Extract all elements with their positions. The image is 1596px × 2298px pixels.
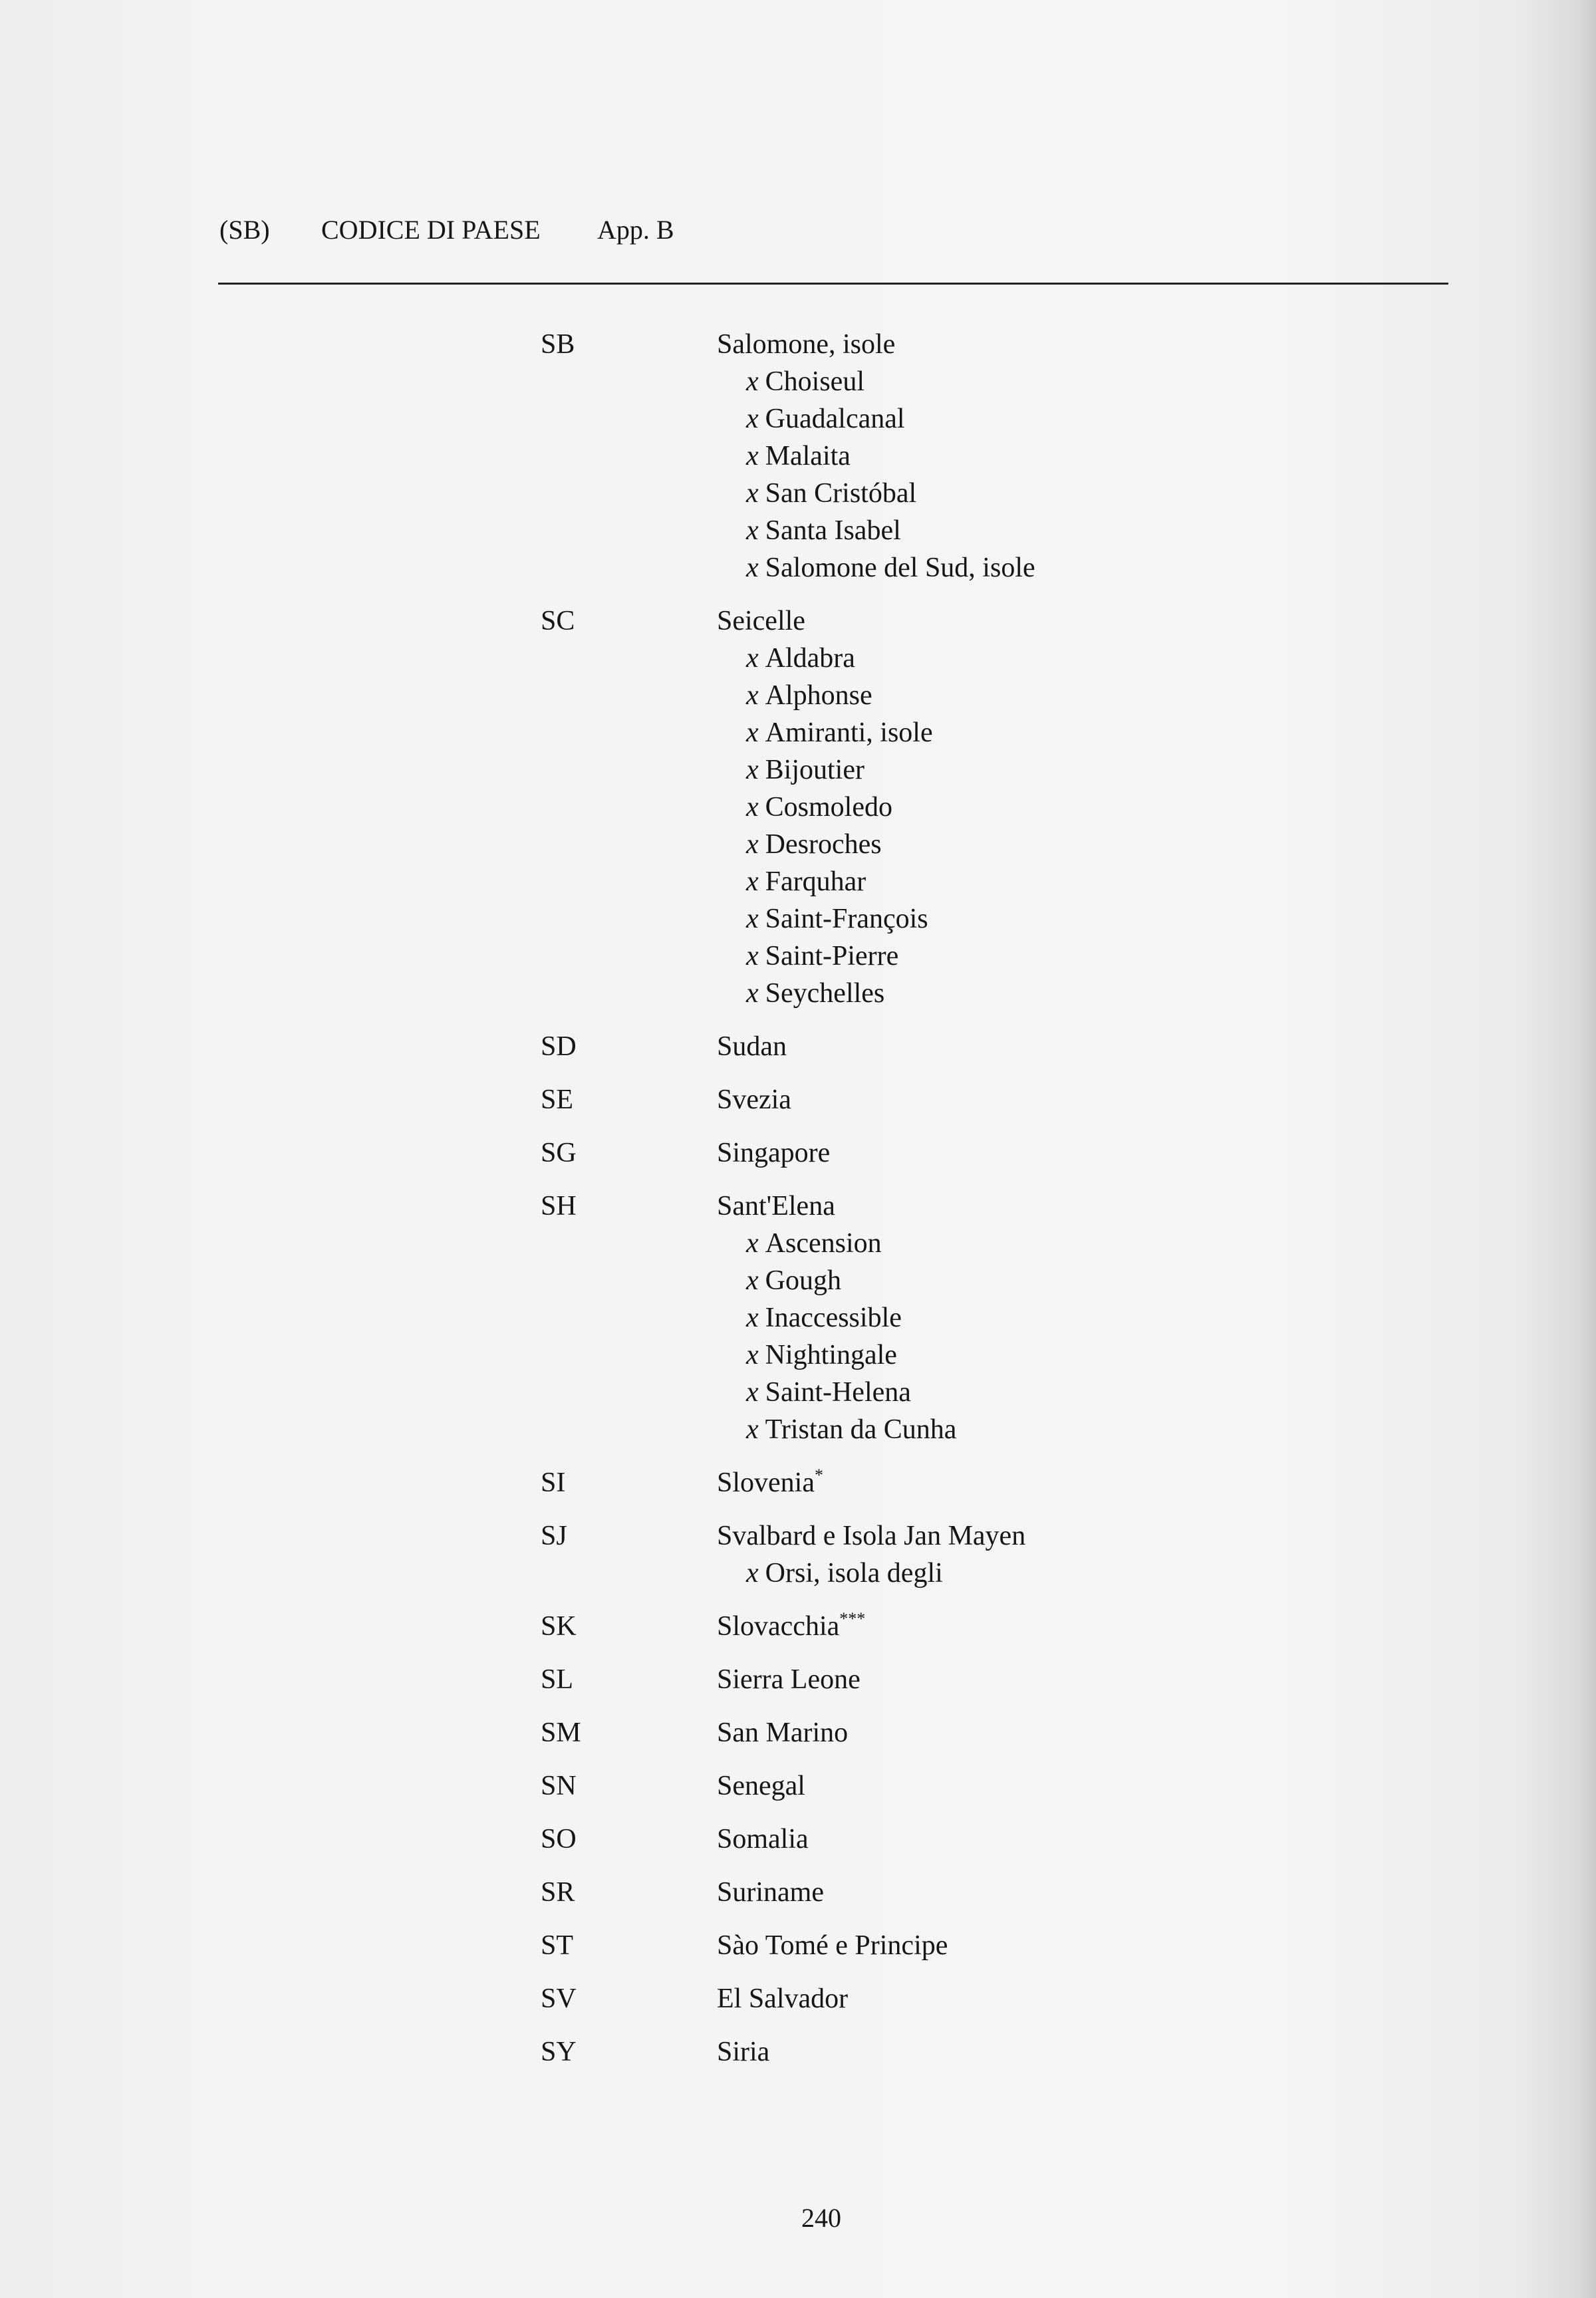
country-names — [717, 1517, 1596, 1592]
country-code: SG — [541, 1138, 577, 1168]
see-from-reference — [717, 1374, 1596, 1411]
country-entry — [0, 1767, 1596, 1805]
country-code: SY — [541, 2037, 577, 2067]
country-name-text: Salomone, isole — [717, 329, 896, 360]
country-code: SM — [541, 1718, 581, 1748]
see-from-reference — [717, 512, 1596, 549]
country-code: SN — [541, 1771, 577, 1801]
country-code: SI — [541, 1468, 566, 1498]
see-from-reference — [717, 1411, 1596, 1448]
country-name — [717, 1134, 1596, 1172]
reference-name: Santa Isabel — [765, 515, 901, 546]
country-name — [717, 1028, 1596, 1065]
country-entry — [0, 1608, 1596, 1645]
country-code: SD — [541, 1031, 577, 1062]
country-name — [717, 2033, 1596, 2071]
reference-prefix: x — [746, 1377, 759, 1408]
see-from-reference — [717, 1225, 1596, 1262]
country-code: SV — [541, 1983, 577, 2014]
country-code-list — [0, 326, 1596, 2087]
reference-prefix: x — [746, 553, 759, 583]
country-name-text: Somalia — [717, 1824, 809, 1854]
reference-prefix: x — [746, 941, 759, 971]
country-names — [717, 326, 1596, 586]
country-entry — [0, 1927, 1596, 1964]
country-name — [717, 1661, 1596, 1698]
country-name — [717, 1821, 1596, 1858]
country-names — [717, 1028, 1596, 1065]
reference-name: Inaccessible — [765, 1303, 902, 1333]
country-name — [717, 1927, 1596, 1964]
reference-name: Farquhar — [765, 866, 866, 897]
country-name — [717, 1874, 1596, 1911]
country-entry — [0, 1874, 1596, 1911]
country-name-text: Singapore — [717, 1138, 831, 1168]
see-from-reference — [717, 1555, 1596, 1592]
footnote-mark: *** — [839, 1609, 866, 1628]
country-name — [717, 1608, 1596, 1645]
reference-name: Aldabra — [765, 643, 855, 674]
country-entry — [0, 602, 1596, 1012]
reference-prefix: x — [746, 866, 759, 897]
see-from-reference — [717, 863, 1596, 900]
reference-prefix: x — [746, 366, 759, 397]
reference-name: Malaita — [765, 441, 851, 471]
reference-prefix: x — [746, 478, 759, 509]
reference-name: Nightingale — [765, 1340, 897, 1370]
country-name-text: Sào Tomé e Principe — [717, 1930, 948, 1961]
reference-prefix: x — [746, 1340, 759, 1370]
reference-name: Tristan da Cunha — [765, 1414, 957, 1445]
country-name — [717, 1081, 1596, 1118]
country-name — [717, 602, 1596, 640]
see-from-reference — [717, 1262, 1596, 1299]
reference-prefix: x — [746, 404, 759, 434]
see-from-reference — [717, 826, 1596, 863]
country-name — [717, 1980, 1596, 2017]
reference-name: Salomone del Sud, isole — [765, 553, 1035, 583]
country-entry — [0, 1661, 1596, 1698]
see-from-reference — [717, 549, 1596, 586]
country-entry — [0, 1028, 1596, 1065]
country-names — [717, 1661, 1596, 1698]
country-names — [717, 1821, 1596, 1858]
country-code: SH — [541, 1191, 577, 1221]
country-names — [717, 1188, 1596, 1448]
country-entry — [0, 1821, 1596, 1858]
reference-name: Cosmoledo — [765, 792, 892, 823]
see-from-reference — [717, 938, 1596, 975]
country-entry — [0, 1980, 1596, 2017]
see-from-reference — [717, 400, 1596, 438]
country-name-text: Sudan — [717, 1031, 787, 1062]
reference-name: Gough — [765, 1265, 841, 1296]
country-entry — [0, 1714, 1596, 1751]
country-names — [717, 1134, 1596, 1172]
country-code: SR — [541, 1877, 575, 1908]
see-from-reference — [717, 640, 1596, 677]
country-code: SO — [541, 1824, 577, 1854]
country-name-text: Svalbard e Isola Jan Mayen — [717, 1521, 1026, 1551]
see-from-reference — [717, 900, 1596, 938]
reference-prefix: x — [746, 1228, 759, 1259]
reference-prefix: x — [746, 792, 759, 823]
reference-name: San Cristóbal — [765, 478, 917, 509]
reference-prefix: x — [746, 1558, 759, 1589]
reference-name: Bijoutier — [765, 755, 864, 785]
country-name-text: Siria — [717, 2037, 770, 2067]
reference-name: Amiranti, isole — [765, 717, 933, 748]
see-from-reference — [717, 1299, 1596, 1337]
see-from-reference — [717, 714, 1596, 751]
country-names — [717, 1927, 1596, 1964]
reference-name: Saint-Pierre — [765, 941, 899, 971]
header-appendix: App. B — [597, 215, 674, 245]
reference-name: Choiseul — [765, 366, 864, 397]
reference-prefix: x — [746, 829, 759, 860]
page-number: 240 — [801, 2203, 841, 2233]
country-names — [717, 1714, 1596, 1751]
country-names — [717, 1608, 1596, 1645]
country-code: ST — [541, 1930, 574, 1961]
see-from-reference — [717, 751, 1596, 789]
reference-prefix: x — [746, 978, 759, 1009]
reference-name: Saint-François — [765, 904, 928, 934]
reference-name: Saint-Helena — [765, 1377, 911, 1408]
see-from-reference — [717, 363, 1596, 400]
country-code: SK — [541, 1611, 577, 1642]
country-entry — [0, 326, 1596, 586]
reference-prefix: x — [746, 515, 759, 546]
reference-prefix: x — [746, 904, 759, 934]
country-entry — [0, 1517, 1596, 1592]
header-rule — [218, 283, 1448, 285]
country-name-text: Slovenia — [717, 1468, 815, 1498]
country-names — [717, 1874, 1596, 1911]
country-name-text: Senegal — [717, 1771, 805, 1801]
reference-name: Seychelles — [765, 978, 885, 1009]
footnote-mark: * — [814, 1466, 823, 1485]
country-names — [717, 1767, 1596, 1805]
reference-name: Desroches — [765, 829, 882, 860]
country-name-text: Slovacchia — [717, 1611, 840, 1642]
country-name-text: San Marino — [717, 1718, 849, 1748]
see-from-reference — [717, 789, 1596, 826]
reference-prefix: x — [746, 441, 759, 471]
country-name-text: Sant'Elena — [717, 1191, 835, 1221]
country-names — [717, 1464, 1596, 1501]
country-name-text: Suriname — [717, 1877, 824, 1908]
country-code: SB — [541, 329, 575, 360]
country-name — [717, 1188, 1596, 1225]
reference-name: Ascension — [765, 1228, 882, 1259]
country-names — [717, 2033, 1596, 2071]
reference-name: Guadalcanal — [765, 404, 905, 434]
reference-prefix: x — [746, 680, 759, 711]
country-names — [717, 1081, 1596, 1118]
see-from-reference — [717, 438, 1596, 475]
country-names — [717, 602, 1596, 1012]
country-name-text: Seicelle — [717, 606, 805, 636]
country-entry — [0, 1188, 1596, 1448]
country-names — [717, 1980, 1596, 2017]
reference-prefix: x — [746, 717, 759, 748]
reference-prefix: x — [746, 1414, 759, 1445]
reference-prefix: x — [746, 755, 759, 785]
see-from-reference — [717, 975, 1596, 1012]
reference-prefix: x — [746, 1303, 759, 1333]
country-entry — [0, 1081, 1596, 1118]
country-name — [717, 326, 1596, 363]
country-code: SJ — [541, 1521, 567, 1551]
see-from-reference — [717, 1337, 1596, 1374]
reference-name: Orsi, isola degli — [765, 1558, 943, 1589]
see-from-reference — [717, 475, 1596, 512]
country-name — [717, 1714, 1596, 1751]
reference-prefix: x — [746, 1265, 759, 1296]
reference-prefix: x — [746, 643, 759, 674]
country-name-text: Sierra Leone — [717, 1664, 861, 1695]
country-code: SC — [541, 606, 575, 636]
country-code: SE — [541, 1085, 574, 1115]
country-entry — [0, 2033, 1596, 2071]
reference-name: Alphonse — [765, 680, 872, 711]
country-name — [717, 1517, 1596, 1555]
country-name — [717, 1767, 1596, 1805]
country-entry — [0, 1134, 1596, 1172]
header-code: (SB) — [219, 215, 270, 245]
country-name-text: El Salvador — [717, 1983, 849, 2014]
see-from-reference — [717, 677, 1596, 714]
country-code: SL — [541, 1664, 574, 1695]
country-entry — [0, 1464, 1596, 1501]
country-name-text: Svezia — [717, 1085, 791, 1115]
country-name — [717, 1464, 1596, 1501]
header-title: CODICE DI PAESE — [321, 215, 541, 245]
